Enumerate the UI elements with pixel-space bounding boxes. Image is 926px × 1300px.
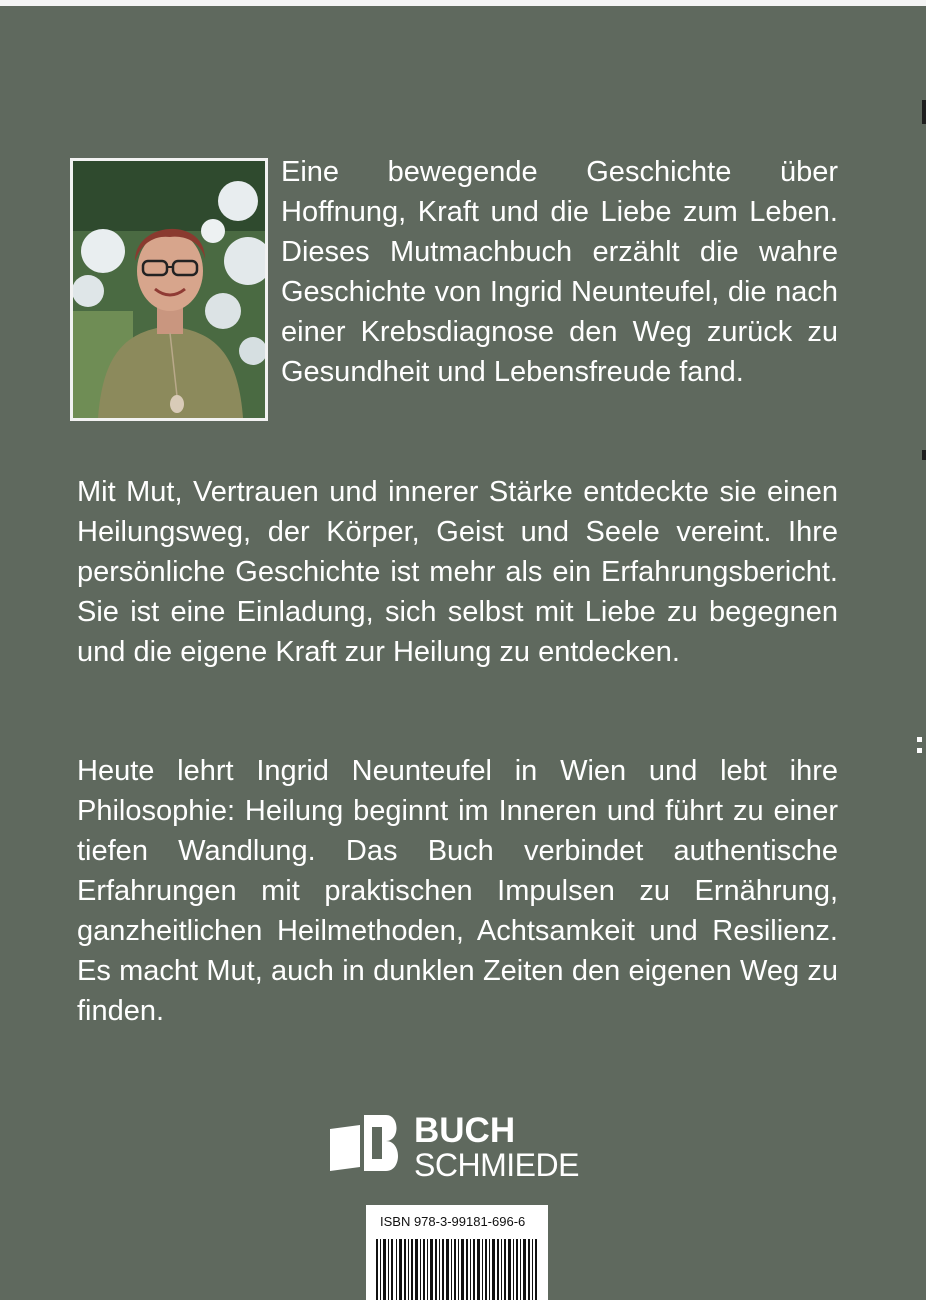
middle-paragraph: Mit Mut, Vertrauen und innerer Stärke entdeckte sie einen Heilungsweg, der Körper, Geist und Seele vereint. Ihre persönliche Geschichte ist mehr als ein Erfahrungsbericht. Sie ist eine Einladung, sich selbst mit Liebe zu begegnen und die eigene Kraft zur Heilung zu entdecken. <box>77 476 838 668</box>
top-edge-strip <box>0 0 926 6</box>
barcode-icon <box>374 1239 540 1300</box>
right-edge-dot-2 <box>917 748 922 753</box>
closing-paragraph: Heute lehrt Ingrid Neunteufel in Wien und lebt ihre Philosophie: Heilung beginnt im Inneren und führt zu einer tiefen Wandlung. Das Buch verbindet authentische Erfahrungen mit praktischen Impulsen zu Ernährung, ganzheitlichen Heilmethoden, Achtsamkeit und Resilienz. Es macht Mut, auch in dunklen Zeiten den eigenen Weg zu finden. <box>77 755 838 1027</box>
isbn-number: ISBN 978-3-99181-696-6 <box>380 1214 526 1229</box>
intro-paragraph: Eine bewegende Geschichte über Hoffnung, Kraft und die Liebe zum Leben. Dieses Mutmachbuch erzählt die wahre Geschichte von Ingrid Neunteufel, die nach einer Krebsdiagnose den Weg zurück zu Gesundheit und Lebensfreude fand. <box>281 156 838 388</box>
book-logo-icon <box>330 1115 400 1177</box>
author-photo <box>70 158 268 421</box>
publisher-name-line2: SCHMIEDE <box>414 1147 579 1183</box>
right-edge-mark-top <box>922 100 926 124</box>
isbn-barcode-box <box>366 1205 548 1300</box>
right-edge-mark-bottom <box>922 450 926 460</box>
publisher-logo <box>330 1112 600 1187</box>
right-edge-dot-1 <box>917 737 922 742</box>
publisher-name-line1: BUCH <box>414 1111 516 1150</box>
